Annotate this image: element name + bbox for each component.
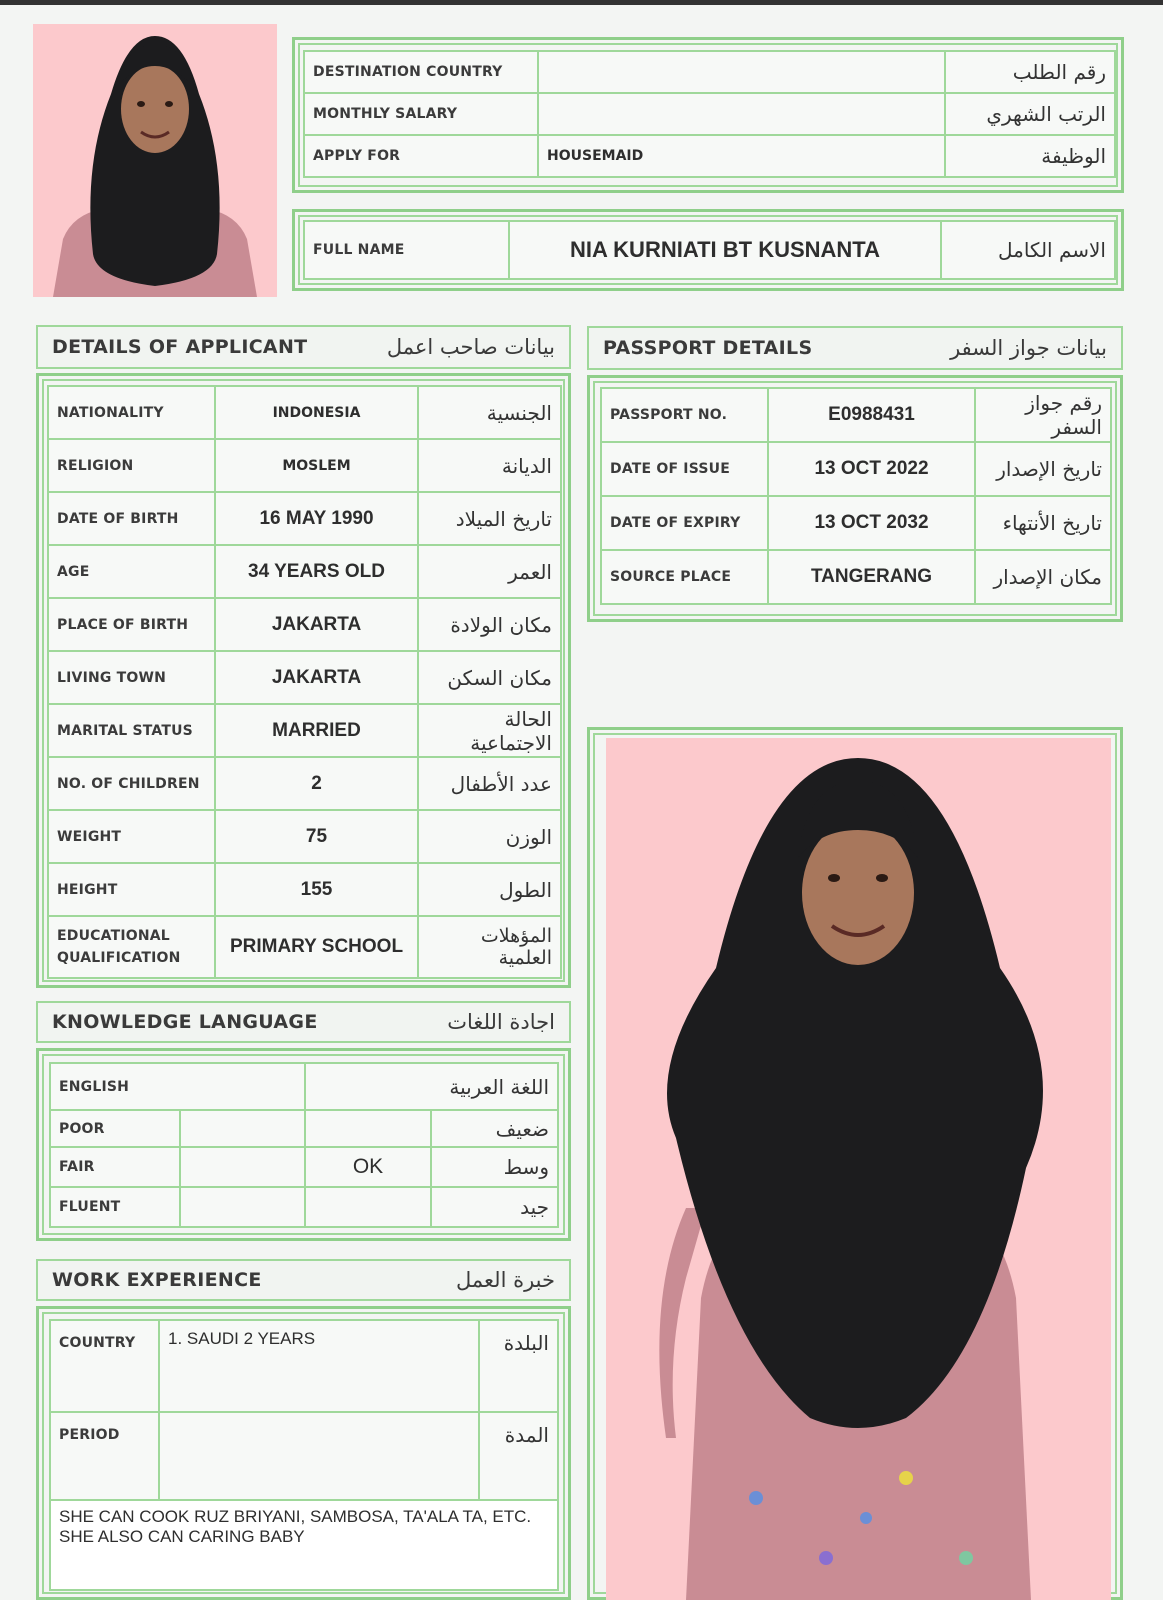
notes-cell: [50, 1500, 558, 1590]
passport-header: [587, 326, 1123, 370]
passport-row: [601, 550, 1111, 604]
person-image: [33, 24, 277, 297]
language-row: [50, 1147, 558, 1187]
fluent-english-cell: [180, 1187, 305, 1227]
expiry-date-label: DATE OF EXPIRY: [601, 496, 768, 550]
applicant-row: [48, 863, 561, 916]
poor-ar: ضعيف: [431, 1110, 558, 1147]
fluent-label: FLUENT: [50, 1187, 180, 1227]
salary-row: [304, 93, 1115, 135]
applicant-row: [48, 386, 561, 439]
salary-value: [538, 93, 945, 135]
fluent-ar: جيد: [431, 1187, 558, 1227]
passport-row: [601, 442, 1111, 496]
passport-title-ar: بيانات جواز السفر: [950, 336, 1107, 360]
passport-title: PASSPORT DETAILS: [603, 337, 813, 359]
fluent-arabic-cell: [305, 1187, 431, 1227]
notes-row: [50, 1500, 558, 1590]
destination-label: DESTINATION COUNTRY: [304, 51, 538, 93]
weight-ar: الوزن: [418, 810, 561, 863]
arabic-label: اللغة العربية: [305, 1063, 558, 1110]
source-place-label: SOURCE PLACE: [601, 550, 768, 604]
children-label: NO. OF CHILDREN: [48, 757, 215, 810]
language-title: KNOWLEDGE LANGUAGE: [52, 1011, 318, 1033]
apply-ar: الوظيفة: [945, 135, 1115, 177]
period-label: PERIOD: [50, 1412, 159, 1500]
education-label-line1: EDUCATIONAL: [57, 928, 170, 944]
issue-date-label: DATE OF ISSUE: [601, 442, 768, 496]
education-label: [48, 916, 215, 978]
country-ar: البلدة: [479, 1320, 558, 1412]
dob-value: 16 MAY 1990: [215, 492, 418, 545]
children-value: 2: [215, 757, 418, 810]
source-place-ar: مكان الإصدار: [975, 550, 1111, 604]
passport-no-ar: رقم جواز السفر: [975, 388, 1111, 442]
name-row: [304, 221, 1115, 279]
apply-label: APPLY FOR: [304, 135, 538, 177]
language-title-ar: اجادة اللغات: [447, 1010, 555, 1034]
job-table: [303, 50, 1116, 178]
applicant-row: [48, 598, 561, 651]
full-name-label: FULL NAME: [304, 221, 509, 279]
passport-no-value: E0988431: [768, 388, 975, 442]
salary-label: MONTHLY SALARY: [304, 93, 538, 135]
applicant-row: [48, 492, 561, 545]
living-town-label: LIVING TOWN: [48, 651, 215, 704]
fair-ar: وسط: [431, 1147, 558, 1187]
applicant-row: [48, 704, 561, 757]
language-table: [49, 1062, 559, 1228]
dob-ar: تاريخ الميلاد: [418, 492, 561, 545]
apply-value: HOUSEMAID: [538, 135, 945, 177]
pob-value: JAKARTA: [215, 598, 418, 651]
weight-label: WEIGHT: [48, 810, 215, 863]
religion-label: RELIGION: [48, 439, 215, 492]
applicant-row: [48, 439, 561, 492]
fair-arabic-value: OK: [305, 1147, 431, 1187]
name-table: [303, 220, 1116, 280]
fair-english-cell: [180, 1147, 305, 1187]
destination-row: [304, 51, 1115, 93]
applicant-row: [48, 810, 561, 863]
top-edge: [0, 0, 1163, 5]
expiry-date-value: 13 OCT 2032: [768, 496, 975, 550]
weight-value: 75: [215, 810, 418, 863]
age-label: AGE: [48, 545, 215, 598]
experience-title-ar: خبرة العمل: [456, 1268, 555, 1292]
applicant-row: [48, 651, 561, 704]
children-ar: عدد الأطفال: [418, 757, 561, 810]
portrait-photo-large: [606, 738, 1111, 1600]
english-label: ENGLISH: [50, 1063, 305, 1110]
pob-ar: مكان الولادة: [418, 598, 561, 651]
issue-date-value: 13 OCT 2022: [768, 442, 975, 496]
education-label-line2: QUALIFICATION: [57, 950, 181, 966]
pob-label: PLACE OF BIRTH: [48, 598, 215, 651]
issue-date-ar: تاريخ الإصدار: [975, 442, 1111, 496]
passport-no-label: PASSPORT NO.: [601, 388, 768, 442]
marital-ar: الحالة الاجتماعية: [418, 704, 561, 757]
country-label: COUNTRY: [50, 1320, 159, 1412]
poor-english-cell: [180, 1110, 305, 1147]
nationality-value: INDONESIA: [215, 386, 418, 439]
portrait-photo-small: [33, 24, 277, 297]
period-ar: المدة: [479, 1412, 558, 1500]
person-full-image: [606, 738, 1111, 1600]
language-header: [36, 1001, 571, 1043]
height-ar: الطول: [418, 863, 561, 916]
nationality-label: NATIONALITY: [48, 386, 215, 439]
destination-value: [538, 51, 945, 93]
applicant-title: DETAILS OF APPLICANT: [52, 336, 308, 358]
language-row: [50, 1110, 558, 1147]
source-place-value: TANGERANG: [768, 550, 975, 604]
fair-label: FAIR: [50, 1147, 180, 1187]
passport-row: [601, 388, 1111, 442]
nationality-ar: الجنسية: [418, 386, 561, 439]
period-row: [50, 1412, 558, 1500]
language-row: [50, 1187, 558, 1227]
applicant-row: [48, 757, 561, 810]
country-row: [50, 1320, 558, 1412]
height-value: 155: [215, 863, 418, 916]
education-value: PRIMARY SCHOOL: [215, 916, 418, 978]
experience-title: WORK EXPERIENCE: [52, 1269, 262, 1291]
note-line-1: SHE CAN COOK RUZ BRIYANI, SAMBOSA, TA'ALA TA, ETC.: [59, 1507, 532, 1526]
period-value: [159, 1412, 479, 1500]
living-town-value: JAKARTA: [215, 651, 418, 704]
height-label: HEIGHT: [48, 863, 215, 916]
passport-row: [601, 496, 1111, 550]
country-value: 1. SAUDI 2 YEARS: [159, 1320, 479, 1412]
passport-table: [600, 387, 1112, 605]
dob-label: DATE OF BIRTH: [48, 492, 215, 545]
applicant-title-ar: بيانات صاحب اعمل: [386, 335, 555, 359]
destination-ar: رقم الطلب: [945, 51, 1115, 93]
full-name-value: NIA KURNIATI BT KUSNANTA: [509, 221, 941, 279]
apply-row: [304, 135, 1115, 177]
age-ar: العمر: [418, 545, 561, 598]
marital-value: MARRIED: [215, 704, 418, 757]
experience-header: [36, 1259, 571, 1301]
applicant-row: [48, 916, 561, 978]
marital-label: MARITAL STATUS: [48, 704, 215, 757]
note-line-2: SHE ALSO CAN CARING BABY: [59, 1527, 305, 1546]
applicant-row: [48, 545, 561, 598]
applicant-header: [36, 325, 571, 369]
religion-value: MOSLEM: [215, 439, 418, 492]
language-row: [50, 1063, 558, 1110]
living-town-ar: مكان السكن: [418, 651, 561, 704]
expiry-date-ar: تاريخ الأنتهاء: [975, 496, 1111, 550]
applicant-table: [47, 385, 562, 979]
age-value: 34 YEARS OLD: [215, 545, 418, 598]
salary-ar: الرتب الشهري: [945, 93, 1115, 135]
full-name-ar: الاسم الكامل: [941, 221, 1115, 279]
poor-label: POOR: [50, 1110, 180, 1147]
religion-ar: الديانة: [418, 439, 561, 492]
education-ar: المؤهلات العلمية: [418, 916, 561, 978]
experience-table: [49, 1319, 559, 1591]
poor-arabic-cell: [305, 1110, 431, 1147]
